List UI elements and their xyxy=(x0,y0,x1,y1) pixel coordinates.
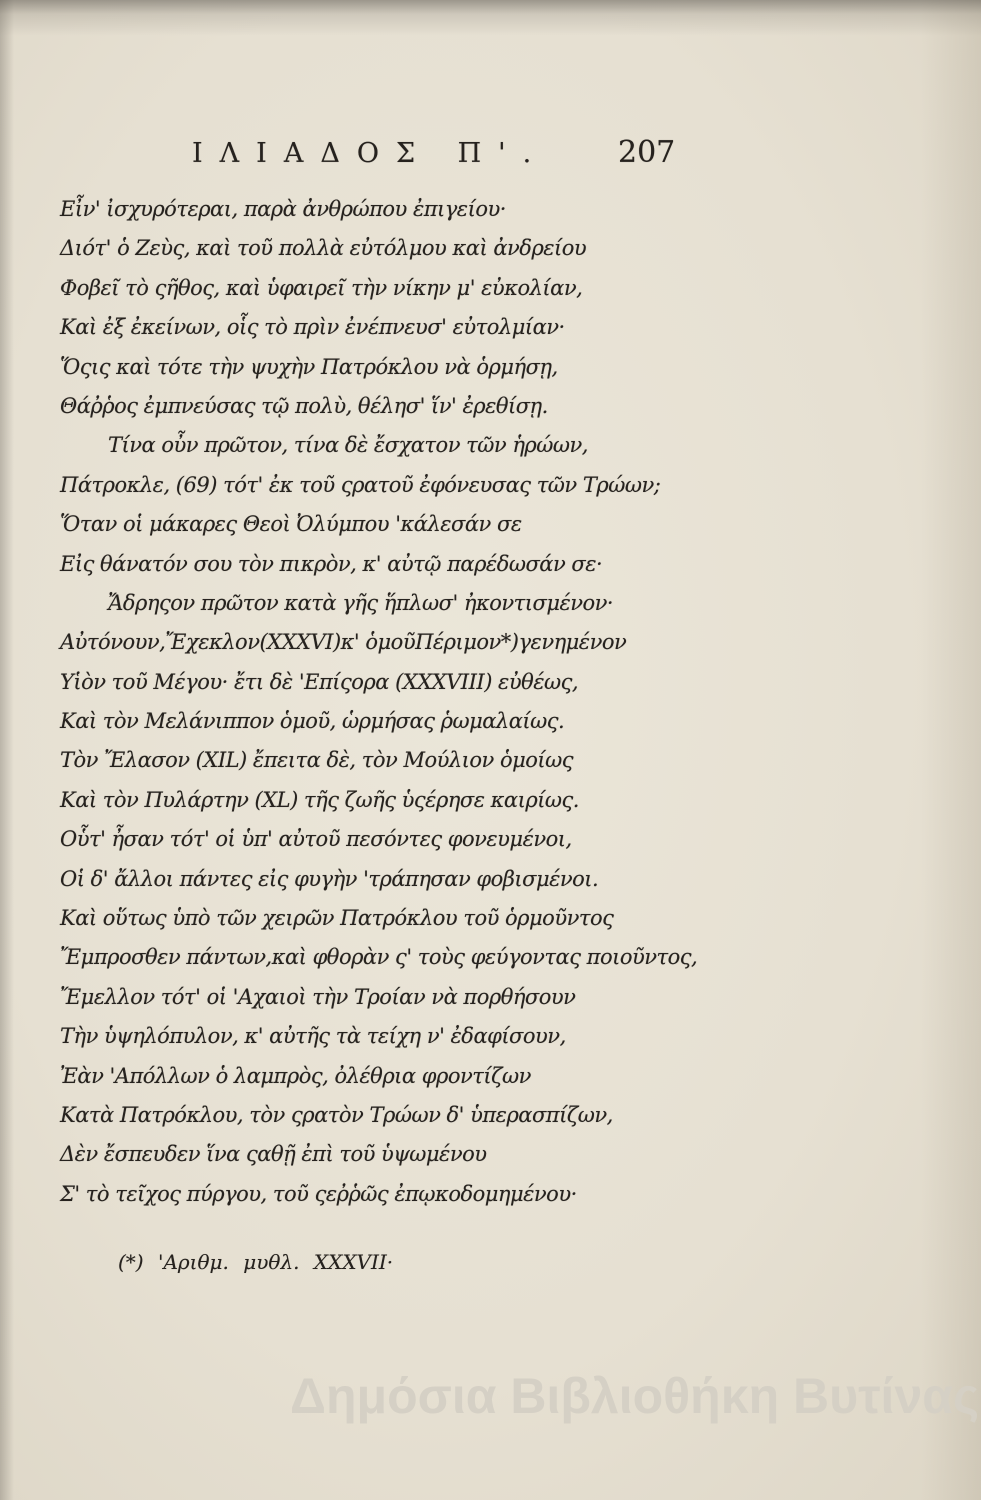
verse-line: Τὴν ὑψηλόπυλον, κ' αὐτῆς τὰ τείχη ν' ἐδαφίσουν, xyxy=(60,1024,566,1049)
verse-line: Θάῤῥος ἐμπνεύσας τῷ πολὺ, θέλησ' ἵν' ἐρεθίσῃ. xyxy=(60,393,548,418)
library-watermark: Δημόσια Βιβλιοθήκη Βυτίνας xyxy=(290,1368,979,1424)
footnote: (*) 'Αριθμ. μυθλ. XXXVII· xyxy=(118,1250,394,1274)
verse-line: Πάτροκλε, (69) τότ' ἐκ τοῦ ςρατοῦ ἐφόνευσας τῶν Τρώων; xyxy=(60,472,661,497)
verse-line: Καὶ τὸν Πυλάρτην (XL) τῆς ζωῆς ὑςέρησε καιρίως. xyxy=(60,787,579,812)
verse-line: Υἱὸν τοῦ Μέγου· ἔτι δὲ 'Επίςορα (XXXVIII) εὐθέως, xyxy=(60,669,579,694)
verse-line: Τὸν Ἔλασον (XIL) ἔπειτα δὲ, τὸν Μούλιον ὁμοίως xyxy=(60,748,574,773)
verse-line: Εἰς θάνατόν σου τὸν πικρὸν, κ' αὐτῷ παρέδωσάν σε· xyxy=(60,551,603,576)
page-number: 207 xyxy=(618,135,676,170)
verse-line: Ὅςις καὶ τότε τὴν ψυχὴν Πατρόκλου νὰ ὁρμήσῃ, xyxy=(60,354,558,379)
verse-line: Σ' τὸ τεῖχος πύργου, τοῦ ςεῤῥῶς ἐπῳκοδομημένου· xyxy=(60,1181,577,1206)
verse-line: Ὅταν οἱ μάκαρες Θεοὶ Ὀλύμπου 'κάλεσάν σε xyxy=(60,512,522,537)
verse-line: Εἶν' ἰσχυρότεραι, παρὰ ἀνθρώπου ἐπιγείου· xyxy=(60,197,506,221)
verse-line: Οἱ δ' ἄλλοι πάντες εἰς φυγὴν 'τράπησαν φοβισμένοι. xyxy=(60,866,599,891)
verse-line: Τίνα οὖν πρῶτον, τίνα δὲ ἔσχατον τῶν ἡρώων, xyxy=(108,433,588,458)
verse-line: Δὲν ἔσπευδεν ἵνα ςαθῇ ἐπὶ τοῦ ὑψωμένου xyxy=(60,1142,487,1167)
verse-line: Φοβεῖ τὸ ςῆθος, καὶ ὑφαιρεῖ τὴν νίκην μ' εὐκολίαν, xyxy=(60,275,583,300)
verse-line: Κατὰ Πατρόκλου, τὸν ςρατὸν Τρώων δ' ὑπερασπίζων, xyxy=(60,1102,613,1127)
verse-line: Καὶ ἐξ ἐκείνων, οἷς τὸ πρὶν ἐνέπνευσ' εὐτολμίαν· xyxy=(60,315,565,340)
verse-line: Καὶ τὸν Μελάνιππον ὁμοῦ, ὡρμήσας ῥωμαλαίως. xyxy=(60,709,565,734)
verse-line: Οὗτ' ἦσαν τότ' οἱ ὑπ' αὐτοῦ πεσόντες φονευμένοι, xyxy=(60,827,572,852)
verse-line: Καὶ οὕτως ὑπὸ τῶν χειρῶν Πατρόκλου τοῦ ὁρμοῦντος xyxy=(60,906,614,931)
verse-line: Αὐτόνουν,Ἔχεκλον(XXXVI)κ' ὁμοῦΠέριμον*)γενημένον xyxy=(60,630,627,655)
verse-text xyxy=(60,190,840,1214)
verse-line: Ἄδρηςον πρῶτον κατὰ γῆς ἥπλωσ' ἠκοντισμένον· xyxy=(108,590,614,615)
running-head: ΙΛΙΑΔΟΣ Π'. xyxy=(192,138,549,169)
verse-line: Ἔμελλον τότ' οἱ 'Αχαιοὶ τὴν Τροίαν νὰ πορθήσουν xyxy=(60,984,576,1009)
verse-line: Ἔμπροσθεν πάντων,καὶ φθορὰν ς' τοὺς φεύγοντας ποιοῦντος, xyxy=(60,945,698,970)
verse-line: Ἐὰν 'Απόλλων ὁ λαμπρὸς, ὀλέθρια φροντίζων xyxy=(60,1063,531,1088)
verse-line: Διότ' ὁ Ζεὺς, καὶ τοῦ πολλὰ εὐτόλμου καὶ ἀνδρείου xyxy=(60,236,587,261)
